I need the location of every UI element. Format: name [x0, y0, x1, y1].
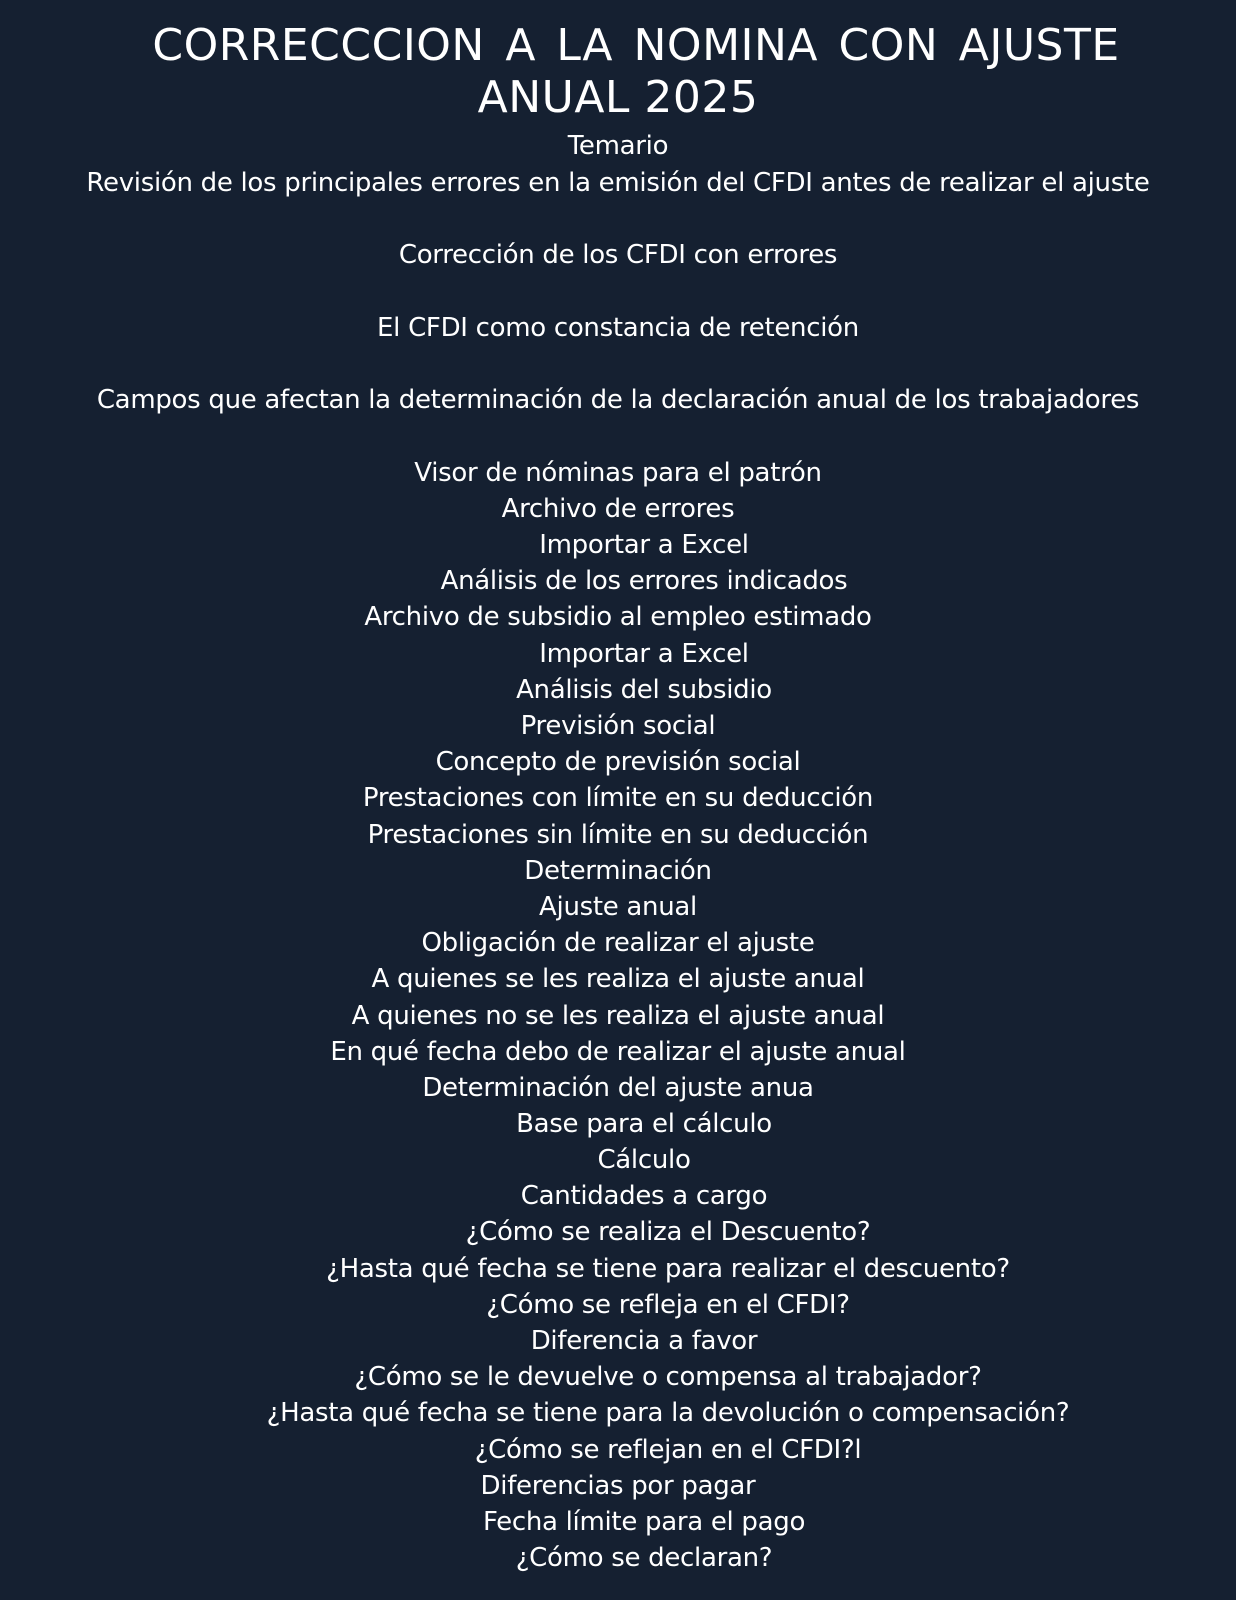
- list-item: Base para el cálculo: [516, 1109, 772, 1139]
- list-item: ¿Hasta qué fecha se tiene para realizar el descuento?: [326, 1254, 1010, 1284]
- list-item: Diferencia a favor: [530, 1326, 758, 1356]
- list-item: ¿Cómo se reflejan en el CFDI?l: [474, 1435, 862, 1465]
- list-item: A quienes se les realiza el ajuste anual: [371, 964, 865, 994]
- list-item: Análisis del subsidio: [516, 675, 772, 705]
- list-item: Fecha límite para el pago: [482, 1507, 806, 1537]
- list-item: ¿Hasta qué fecha se tiene para la devolución o compensación?: [266, 1398, 1070, 1428]
- list-item: ¿Cómo se refleja en el CFDI?: [486, 1290, 850, 1320]
- list-item: Ajuste anual: [539, 892, 697, 922]
- list-item: Revisión de los principales errores en la emisión del CFDI antes de realizar el ajuste: [86, 168, 1150, 198]
- list-item: Visor de nóminas para el patrón: [414, 458, 822, 488]
- list-item: Cálculo: [597, 1145, 691, 1175]
- list-item: Archivo de errores: [501, 494, 735, 524]
- list-item: Prestaciones con límite en su deducción: [362, 783, 874, 813]
- list-item: Corrección de los CFDI con errores: [398, 240, 838, 270]
- list-item: Previsión social: [520, 711, 716, 741]
- document-title-line-1: CORRECCCION A LA NOMINA CON AJUSTE: [152, 20, 1120, 71]
- list-item: Diferencias por pagar: [480, 1471, 756, 1501]
- list-item: Determinación del ajuste anua: [422, 1073, 814, 1103]
- list-item: El CFDI como constancia de retención: [377, 313, 859, 343]
- list-item: En qué fecha debo de realizar el ajuste anual: [330, 1037, 906, 1067]
- list-item: Obligación de realizar el ajuste: [421, 928, 815, 958]
- list-item: Archivo de subsidio al empleo estimado: [364, 602, 872, 632]
- list-item: Campos que afectan la determinación de la declaración anual de los trabajadores: [96, 385, 1140, 415]
- list-item: Cantidades a cargo: [520, 1181, 768, 1211]
- list-item: Determinación: [524, 856, 712, 886]
- list-item: Importar a Excel: [539, 530, 749, 560]
- list-item: ¿Cómo se realiza el Descuento?: [465, 1217, 871, 1247]
- temario-heading: Temario: [567, 131, 669, 161]
- list-item: ¿Cómo se le devuelve o compensa al trabajador?: [354, 1362, 982, 1392]
- list-item: ¿Cómo se declaran?: [515, 1543, 773, 1573]
- list-item: Análisis de los errores indicados: [440, 566, 848, 596]
- list-item: Importar a Excel: [539, 639, 749, 669]
- list-item: Prestaciones sin límite en su deducción: [367, 820, 869, 850]
- list-item: A quienes no se les realiza el ajuste anual: [351, 1001, 885, 1031]
- document-title-line-2: ANUAL 2025: [477, 72, 759, 123]
- list-item: Concepto de previsión social: [435, 747, 801, 777]
